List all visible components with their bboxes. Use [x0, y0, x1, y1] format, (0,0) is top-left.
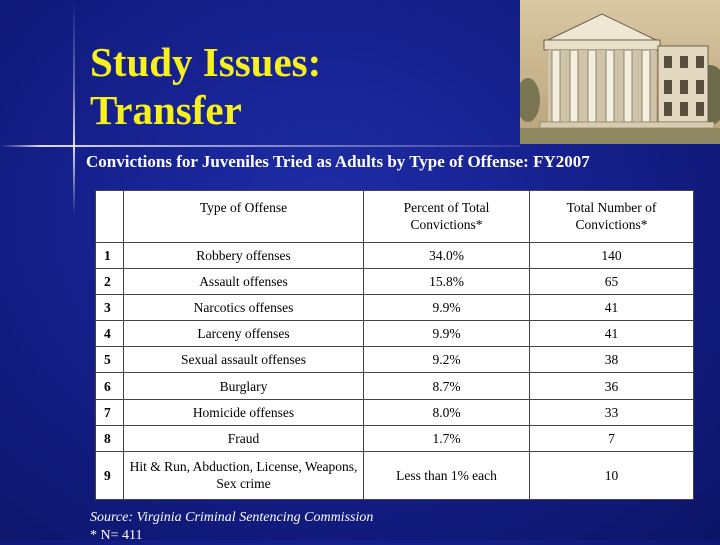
convictions-table: [95, 190, 694, 500]
offense-type: Narcotics offenses: [124, 295, 364, 321]
count-value: 7: [530, 425, 694, 451]
offense-type: Assault offenses: [124, 269, 364, 295]
table-row: [96, 321, 694, 347]
table-row: [96, 243, 694, 269]
percent-value: 9.9%: [364, 321, 530, 347]
table-header-row: [96, 191, 694, 243]
row-number: 4: [96, 321, 124, 347]
offense-type: Fraud: [124, 425, 364, 451]
capitol-building-image: [520, 0, 720, 144]
count-value: 36: [530, 373, 694, 399]
table-row: [96, 295, 694, 321]
row-number: 5: [96, 347, 124, 373]
row-number: 1: [96, 243, 124, 269]
decorative-vertical-line: [73, 0, 75, 215]
header-count: Total Number of Convictions*: [530, 191, 694, 243]
offense-type: Homicide offenses: [124, 399, 364, 425]
row-number: 7: [96, 399, 124, 425]
percent-value: 8.7%: [364, 373, 530, 399]
source-note: Source: Virginia Criminal Sentencing Commission: [90, 510, 374, 525]
row-number: 9: [96, 451, 124, 499]
count-value: 41: [530, 295, 694, 321]
table-row: [96, 373, 694, 399]
slide-title: [90, 38, 321, 134]
table-caption: Convictions for Juveniles Tried as Adults by Type of Offense: FY2007: [86, 152, 590, 171]
capitol-building-illustration: [520, 0, 720, 144]
offense-type: Burglary: [124, 373, 364, 399]
slide-title-line1: Study Issues:: [90, 39, 322, 85]
count-value: 41: [530, 321, 694, 347]
slide-title-line2: Transfer: [90, 87, 242, 133]
row-number: 6: [96, 373, 124, 399]
decorative-horizontal-line: [0, 145, 520, 147]
offense-type: Robbery offenses: [124, 243, 364, 269]
header-percent: Percent of Total Convictions*: [364, 191, 530, 243]
header-type-of-offense: Type of Offense: [124, 191, 364, 243]
percent-value: Less than 1% each: [364, 451, 530, 499]
row-number: 2: [96, 269, 124, 295]
offense-type: Hit & Run, Abduction, License, Weapons, Sex crime: [124, 451, 364, 499]
count-value: 33: [530, 399, 694, 425]
convictions-table-container: [95, 190, 693, 500]
count-value: 65: [530, 269, 694, 295]
percent-value: 9.2%: [364, 347, 530, 373]
percent-value: 9.9%: [364, 295, 530, 321]
table-row: [96, 347, 694, 373]
percent-value: 34.0%: [364, 243, 530, 269]
offense-type: Sexual assault offenses: [124, 347, 364, 373]
header-num: [96, 191, 124, 243]
table-row: [96, 451, 694, 499]
count-value: 10: [530, 451, 694, 499]
table-row: [96, 269, 694, 295]
count-value: 140: [530, 243, 694, 269]
percent-value: 1.7%: [364, 425, 530, 451]
percent-value: 8.0%: [364, 399, 530, 425]
table-row: [96, 399, 694, 425]
offense-type: Larceny offenses: [124, 321, 364, 347]
row-number: 3: [96, 295, 124, 321]
row-number: 8: [96, 425, 124, 451]
count-value: 38: [530, 347, 694, 373]
table-row: [96, 425, 694, 451]
percent-value: 15.8%: [364, 269, 530, 295]
sample-size-note: * N= 411: [90, 528, 143, 543]
